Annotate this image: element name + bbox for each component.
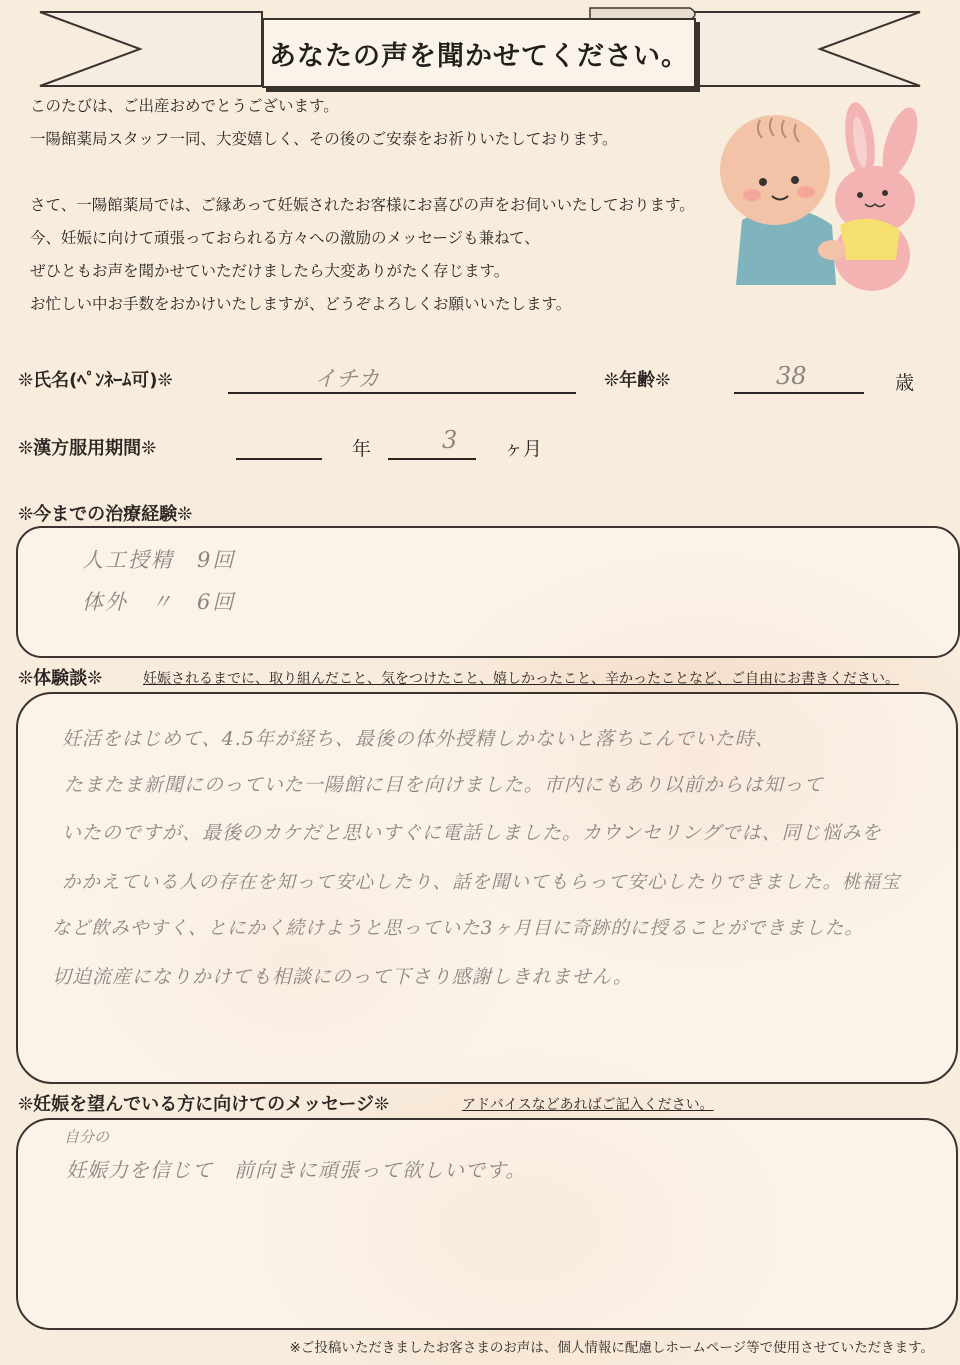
treatment-label: ❊今までの治療経験❊	[18, 504, 193, 525]
age-value: 38	[776, 362, 807, 390]
footer-note: ※ご投稿いただきましたお客さまのお声は、個人情報に配慮しホームページ等で使用させていただきます。	[289, 1340, 934, 1356]
intro-line: お忙しい中お手数をおかけいたしますが、どうぞよろしくお願いいたします。	[30, 295, 572, 313]
intro-line: ぜひともお声を聞かせていただけましたら大変ありがたく存じます。	[30, 262, 510, 280]
message-note: アドバイスなどあればご記入ください。	[462, 1097, 714, 1113]
period-months-field[interactable]	[388, 426, 476, 460]
treatment-line: 体外 〃 6回	[82, 590, 236, 614]
name-field[interactable]	[228, 364, 576, 394]
message-label: ❊妊娠を望んでいる方に向けてのメッセージ❊	[18, 1094, 390, 1115]
page-title: あなたの声を聞かせてください。	[262, 18, 696, 88]
period-label: ❊漢方服用期間❊	[18, 438, 157, 459]
period-years-unit: 年	[352, 438, 372, 460]
treatment-box[interactable]	[16, 526, 960, 658]
period-months-unit: ヶ月	[504, 438, 543, 460]
name-label: ❊氏名(ﾍﾟﾝﾈｰﾑ可)❊	[18, 370, 173, 391]
experience-label: ❊体験談❊	[18, 668, 103, 689]
experience-box[interactable]	[16, 692, 958, 1084]
experience-note: 妊娠されるまでに、取り組んだこと、気をつけたこと、嬉しかったこと、辛かったことなど、ご自由にお書きください。	[143, 671, 899, 687]
message-box[interactable]	[16, 1118, 958, 1330]
intro-line: このたびは、ご出産おめでとうございます。	[30, 97, 339, 115]
experience-line: いたのですが、最後のカケだと思いすぐに電話しました。カウンセリングでは、同じ悩みを	[62, 822, 882, 844]
message-line-small: 自分の	[64, 1128, 110, 1146]
experience-line: たまたま新聞にのっていた一陽館に目を向けました。市内にもあり以前からは知って	[64, 774, 824, 796]
message-line: 妊娠力を信じて 前向きに頑張って欲しいです。	[66, 1158, 527, 1182]
age-field[interactable]	[734, 364, 864, 394]
name-value: イチカ	[314, 367, 380, 392]
intro-line: 一陽館薬局スタッフ一同、大変嬉しく、その後のご安泰をお祈りいたしております。	[30, 130, 618, 148]
age-unit: 歳	[895, 372, 915, 394]
intro-text	[30, 90, 720, 321]
period-months-value: 3	[442, 426, 458, 454]
treatment-line: 人工授精 9回	[82, 548, 236, 572]
intro-line: さて、一陽館薬局では、ご縁あって妊娠されたお客様にお喜びの声をお伺いいたしております。	[30, 196, 695, 214]
intro-line: 今、妊娠に向けて頑張っておられる方々への激励のメッセージも兼ねて、	[30, 229, 540, 247]
experience-line: 切迫流産になりかけても相談にのって下さり感謝しきれません。	[52, 966, 633, 988]
experience-line: かかえている人の存在を知って安心したり、話を聞いてもらって安心したりできました。桃福宝	[62, 872, 901, 893]
period-years-field[interactable]	[236, 432, 322, 460]
experience-line: など飲みやすく、とにかく続けようと思っていた3ヶ月目に奇跡的に授ることができました。	[52, 918, 864, 939]
baby-bunny-illustration	[700, 100, 940, 300]
experience-line: 妊活をはじめて、4.5年が経ち、最後の体外授精しかないと落ちこんでいた時、	[62, 728, 775, 750]
age-label: ❊年齢❊	[604, 370, 671, 391]
